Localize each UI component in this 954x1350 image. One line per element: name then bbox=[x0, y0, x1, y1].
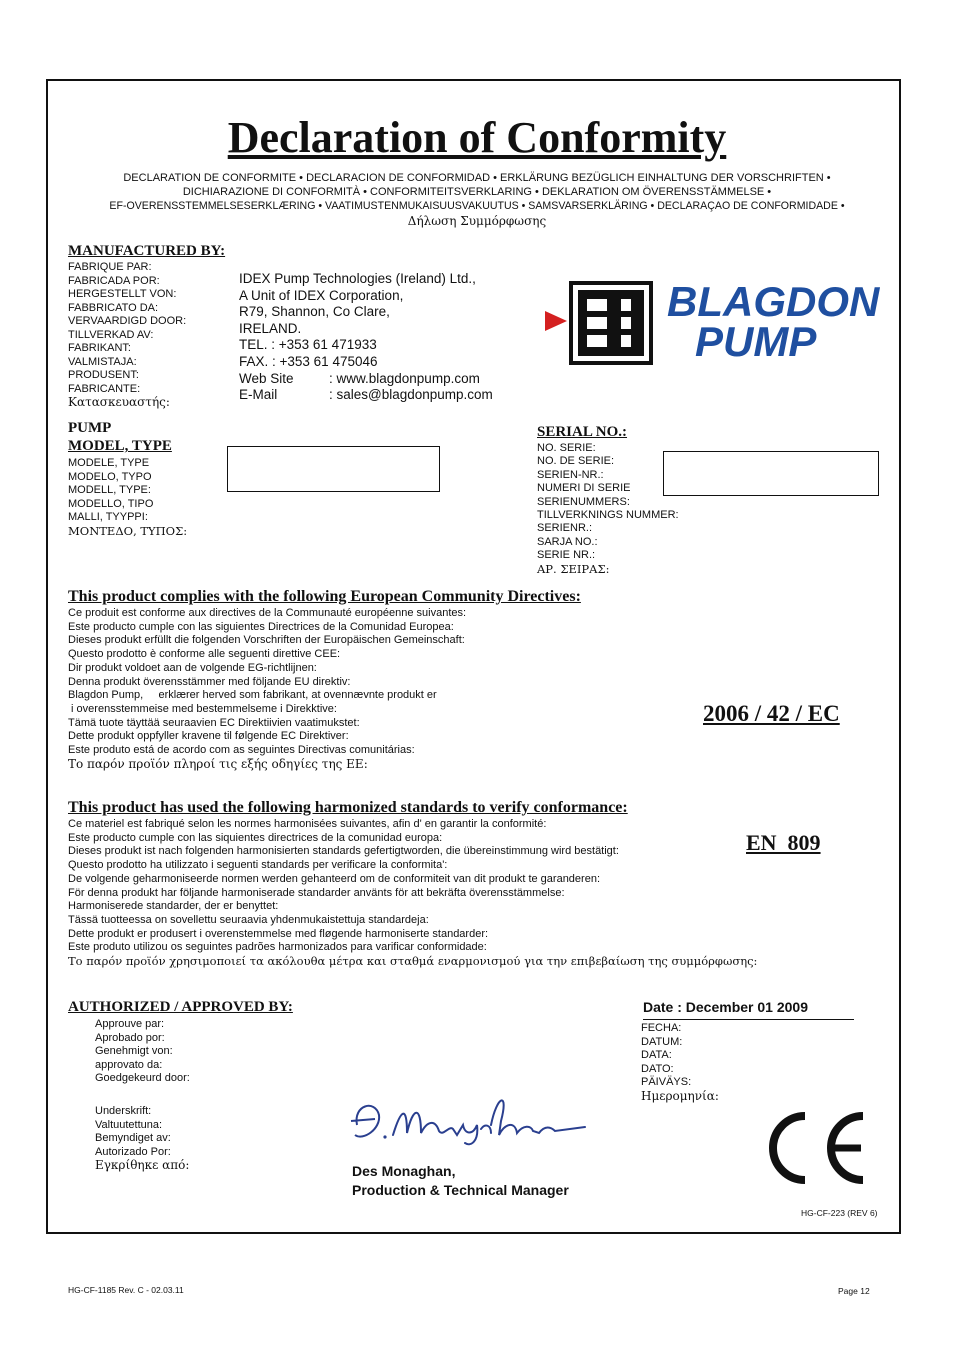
pump-labels bbox=[68, 457, 187, 538]
translation-line: För denna produkt har följande harmoniserade standarder använts för att bekräfta överensstämmelse: bbox=[68, 886, 565, 899]
label: NO. SERIE: bbox=[537, 442, 596, 454]
manufactured-labels bbox=[68, 261, 186, 410]
label: Goedgekeurd door: bbox=[95, 1072, 190, 1084]
standard-value: EN 809 bbox=[746, 830, 821, 855]
model-type-heading: MODEL, TYPE bbox=[68, 438, 172, 454]
title-translation-greek: Δήλωση Συμμόρφωσης bbox=[407, 214, 547, 228]
label: SERIENR.: bbox=[537, 522, 593, 535]
label: VERVAARDIGD DOOR: bbox=[68, 315, 187, 327]
label: FABRICADA POR: bbox=[68, 274, 160, 287]
label: ΑΡ. ΣΕΙΡΑΣ: bbox=[537, 561, 610, 576]
footer-doc-code: HG-CF-1185 Rev. C - 02.03.11 bbox=[68, 1285, 184, 1295]
footer-page-number: Page 12 bbox=[838, 1286, 870, 1296]
ce-mark-icon bbox=[755, 1108, 875, 1188]
translation-line: Dette produkt oppfyller kravene til følgende EC Direktiver: bbox=[68, 730, 349, 743]
label: Valtuutettuna: bbox=[95, 1118, 163, 1131]
label: FABBRICATO DA: bbox=[68, 301, 159, 314]
signer-name: Des Monaghan, bbox=[352, 1163, 456, 1179]
label: Aprobado por: bbox=[95, 1031, 165, 1044]
label: FABRIQUE PAR: bbox=[68, 261, 152, 273]
translation-line: Harmoniserede standarder, der er benyttet: bbox=[68, 900, 279, 913]
blagdon-b-icon bbox=[545, 281, 665, 365]
email-row bbox=[239, 387, 493, 404]
serial-heading: SERIAL NO.: bbox=[537, 424, 628, 440]
pump-model-field[interactable] bbox=[227, 446, 440, 492]
website-row bbox=[239, 371, 493, 388]
label: TILLVERKAD AV: bbox=[68, 328, 154, 341]
label: SERIE NR.: bbox=[537, 549, 596, 562]
title-translation-1: DECLARATION DE CONFORMITE • DECLARACION DE CONFORMIDAD • ERKLÄRUNG BEZÜGLICH EINHALTUNG DER VORSCHRIFTEN • bbox=[123, 172, 831, 184]
label: Underskrift: bbox=[95, 1105, 152, 1117]
translation-line: Tämä tuote täyttää seuraavien EC Direktiivien vaatimukstet: bbox=[68, 716, 360, 729]
label: TILLVERKNINGS NUMMER: bbox=[537, 509, 679, 522]
label: MODELLO, TIPO bbox=[68, 497, 154, 510]
translation-line: Το παρόν προϊόν πληροί τις εξής οδηγίες της ΕΕ: bbox=[68, 756, 368, 771]
date-labels bbox=[641, 1022, 719, 1103]
standards-translations bbox=[68, 818, 757, 969]
label: Ημερομηνία: bbox=[641, 1088, 719, 1103]
translation-line: Ce produit est conforme aux directives de la Communauté européenne suivantes: bbox=[68, 607, 467, 619]
label: PRODUSENT: bbox=[68, 369, 139, 381]
label: Autorizado Por: bbox=[95, 1145, 171, 1158]
email-value: : sales@blagdonpump.com bbox=[329, 387, 493, 403]
translation-line: Dieses produkt ist nach folgenden harmonisierten standards gefertigtworden, die übereinstimmung wird bestätigt: bbox=[68, 845, 619, 858]
label: PÄIVÄYS: bbox=[641, 1076, 692, 1088]
translation-line: Blagdon Pump, erklærer herved som fabrikant, at ovennævnte produkt er bbox=[68, 689, 437, 702]
label: NUMERI DI SERIE bbox=[537, 482, 631, 495]
title-translation-2: DICHIARAZIONE DI CONFORMITÀ • CONFORMITEITSVERKLARING • DEKLARATION OM ÖVERENSSTÄMMELSE • bbox=[182, 186, 772, 198]
label: approvato da: bbox=[95, 1058, 163, 1071]
label: Genehmigt von: bbox=[95, 1045, 173, 1057]
document-title: Declaration of Conformity bbox=[227, 113, 727, 162]
label: FABRICANTE: bbox=[68, 382, 141, 395]
label: Εγκρίθηκε από: bbox=[95, 1158, 190, 1172]
label: DATUM: bbox=[641, 1035, 683, 1048]
address-line: TEL. : +353 61 471933 bbox=[239, 337, 377, 353]
label: NO. DE SERIE: bbox=[537, 455, 615, 468]
translation-line: Este producto cumple con las siguientes Directrices de la Comunidad Europea: bbox=[68, 620, 454, 633]
pump-heading: PUMP bbox=[68, 420, 112, 436]
signer-title: Production & Technical Manager bbox=[352, 1182, 569, 1198]
translation-line: Este producto cumple con las siquientes directrices de la comunidad europa: bbox=[68, 831, 443, 844]
directives-heading: This product complies with the following European Community Directives: bbox=[68, 588, 581, 605]
label: HERGESTELLT VON: bbox=[68, 288, 177, 300]
translation-line: Denna produkt överensstämmer med följande EU direktiv: bbox=[68, 675, 351, 688]
directives-translations bbox=[68, 607, 466, 771]
translation-line: Dieses produkt erfüllt die folgenden Vorschriften der Europäischen Gemeinschaft: bbox=[68, 634, 465, 647]
translation-line: De volgende geharmoniseerde normen werden gehanteerd om de conformiteit van dit produkt te garanderen: bbox=[68, 872, 600, 885]
label: ΜΟΝΤΕΔΟ, ΤΥΠΟΣ: bbox=[68, 523, 188, 538]
label: Κατασκευαστής: bbox=[68, 395, 170, 409]
authorized-labels-a bbox=[95, 1018, 190, 1086]
date-underline bbox=[643, 1019, 854, 1020]
blagdon-logo bbox=[545, 278, 890, 365]
authorized-labels-b bbox=[95, 1105, 189, 1173]
translation-line: Dette produkt er produsert i overenstemmelse med fløgende harmoniserte standarder: bbox=[68, 927, 489, 940]
serial-labels bbox=[537, 442, 679, 576]
label: FABRIKANT: bbox=[68, 342, 131, 354]
label: MODELE, TYPE bbox=[68, 457, 150, 469]
address-line: A Unit of IDEX Corporation, bbox=[239, 287, 404, 303]
address-line: FAX. : +353 61 475046 bbox=[239, 353, 378, 369]
label: SARJA NO.: bbox=[537, 535, 598, 548]
title-translation-3: EF-OVERENSSTEMMELSESERKLÆRING • VAATIMUSTENMUKAISUUSVAKUUTUS • SAMSVARSERKLÄRING • DECLARAÇAO DE CONFORMIDADE • bbox=[109, 200, 845, 212]
logo-text-pump: PUMP bbox=[695, 318, 817, 365]
translation-line: Tässä tuotteessa on sovellettu seuraavia yhdenmukaistettuja standardeja: bbox=[68, 913, 429, 926]
logo-text-blagdon: BLAGDON bbox=[667, 278, 880, 325]
label: Approuve par: bbox=[95, 1018, 165, 1030]
label: MODELO, TYPO bbox=[68, 470, 152, 483]
address-line: IRELAND. bbox=[239, 320, 302, 336]
label: SERIENUMMERS: bbox=[537, 495, 630, 508]
translation-line: Ce materiel est fabriqué selon les normes harmonisées suivantes, afin d' en garantir la conformité: bbox=[68, 818, 547, 830]
label: MODELL, TYPE: bbox=[68, 484, 151, 496]
website-value: : www.blagdonpump.com bbox=[329, 370, 480, 386]
translation-line: Este produto está de acordo com as seguintes Directivas comunitárias: bbox=[68, 744, 415, 757]
directive-value: 2006 / 42 / EC bbox=[703, 701, 840, 726]
authorized-heading: AUTHORIZED / APPROVED BY: bbox=[68, 999, 293, 1015]
manufacturer-address bbox=[239, 271, 493, 404]
label: FECHA: bbox=[641, 1022, 682, 1034]
label: SERIEN-NR.: bbox=[537, 468, 604, 481]
email-label: E-Mail bbox=[239, 387, 278, 403]
standards-heading: This product has used the following harmonized standards to verify conformance: bbox=[68, 799, 628, 816]
address-line: IDEX Pump Technologies (Ireland) Ltd., bbox=[239, 271, 476, 286]
date-value: Date : December 01 2009 bbox=[643, 999, 808, 1015]
translation-line: Este produto utilizou os seguintes padrões harmonizados para varificar conformidade: bbox=[68, 941, 487, 954]
translation-line: i overensstemmeise med bestemmelsemе i Direkktive: bbox=[68, 702, 337, 715]
translation-line: Questo prodotto ha utilizzato i seguenti standards per verificare la conformita': bbox=[68, 859, 448, 872]
form-code: HG-CF-223 (REV 6) bbox=[801, 1208, 878, 1218]
signature-image bbox=[345, 1085, 605, 1155]
label: Bemyndiget av: bbox=[95, 1132, 171, 1144]
label: VALMISTAJA: bbox=[68, 355, 137, 368]
label: MALLI, TYYPPI: bbox=[68, 511, 148, 523]
address-line: R79, Shannon, Co Clare, bbox=[239, 304, 390, 320]
translation-line: Questo prodotto è conforme alle seguenti direttive CEE: bbox=[68, 648, 341, 661]
label: DATA: bbox=[641, 1049, 672, 1061]
website-label: Web Site bbox=[239, 370, 294, 386]
serial-number-field[interactable] bbox=[663, 451, 879, 496]
translation-line: Dir produkt voldoet aan de volgende EG-richtlijnen: bbox=[68, 661, 317, 674]
manufactured-heading: MANUFACTURED BY: bbox=[68, 243, 226, 259]
translation-line: Το παρόν προϊόν χρησιμοποιεί τα ακόλουθα μέτρα και σταθμά εναρμονισμού για την επιβεβαίωση της συμμόρφωσης: bbox=[68, 954, 758, 969]
label: DATO: bbox=[641, 1062, 674, 1075]
